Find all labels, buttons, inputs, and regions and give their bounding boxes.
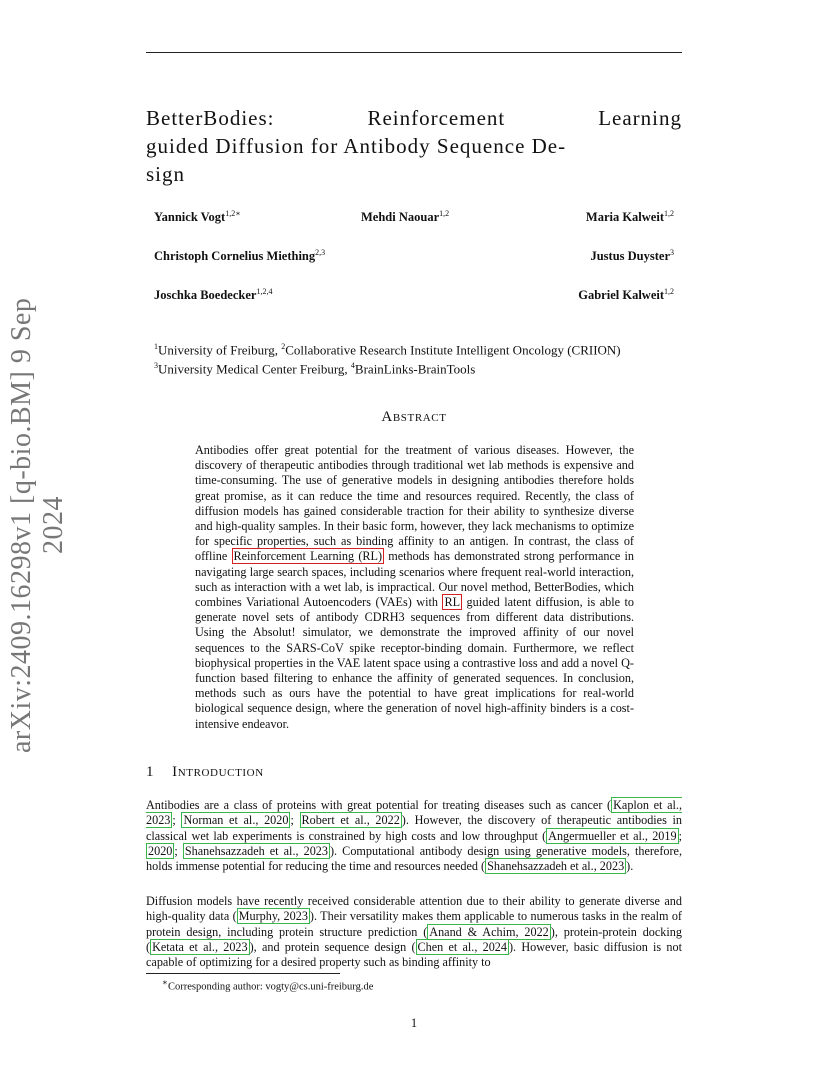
intro-paragraph-2	[146, 894, 682, 970]
arxiv-identifier: arXiv:2409.16298v1 [q-bio.BM] 9 Sep 2024	[6, 297, 69, 753]
author: Mehdi Naouar$^{1,2}$	[361, 209, 450, 225]
section-heading: 1 Introduction	[146, 764, 264, 780]
title-word: Learning	[598, 106, 682, 130]
intro-paragraph-1	[146, 798, 682, 874]
citation-link[interactable]: Kaplon et al., 2023	[146, 798, 682, 828]
paragraph-text: ;	[290, 813, 300, 828]
affiliations	[154, 339, 674, 378]
paragraph-text: Antibodies are a class of proteins with great potential for treating diseases such as cancer (	[146, 798, 612, 812]
paper-title	[146, 104, 682, 188]
footnote-rule	[146, 973, 340, 974]
paragraph-text: ), and protein sequence design (	[249, 939, 416, 954]
paragraph-text: ;	[678, 828, 682, 843]
paragraph-text: Diffusion models have recently received considerable attention due to their ability to generate diverse and high-quality data (	[146, 894, 682, 924]
paragraph-text: ;	[174, 843, 183, 858]
paragraph-text: ). Computational antibody design using generative models, therefore, holds immense potential for reducing the time and resources needed (	[146, 843, 682, 874]
paragraph-text: ;	[172, 813, 182, 828]
citation-link[interactable]: Angermueller et al., 2019	[548, 828, 677, 843]
footnote: ∗Corresponding author: vogty@cs.uni-freiburg.de	[162, 977, 374, 993]
citation-link[interactable]: Shanehsazzadeh et al., 2023	[487, 859, 625, 874]
paragraph-text: ).	[626, 859, 634, 874]
author: Christoph Cornelius Miething$^{2,3}$	[154, 248, 326, 264]
citation-link[interactable]: Anand & Achim, 2022	[429, 924, 549, 939]
citation-link[interactable]: Chen et al., 2024	[417, 939, 507, 954]
title-line: guided Diffusion for Antibody Sequence De-	[146, 134, 567, 158]
paragraph-text: ). However, basic diffusion is not capable of optimizing for a desired property such as binding affinity to	[146, 939, 682, 970]
author: Maria Kalweit$^{1,2}$	[585, 209, 674, 225]
acronym-link-rl[interactable]: Reinforcement Learning (RL)	[233, 549, 383, 564]
citation-link[interactable]: Ketata et al., 2023	[152, 939, 248, 954]
author: Justus Duyster$^3$	[590, 248, 674, 264]
author: Yannick Vogt$^{1,2∗}$	[154, 209, 241, 225]
page-number: 1	[410, 1016, 418, 1030]
paragraph-text: ). Their versatility makes them applicable to numerous tasks in the realm of protein design, including protein structure prediction (	[146, 909, 682, 939]
title-word: Reinforcement	[367, 106, 506, 130]
paragraph-text: ). However, the discovery of therapeutic antibodies in classical wet lab experiments is constrained by high costs and low throughput (	[146, 813, 682, 843]
abstract-text: Antibodies offer great potential for the treatment of various diseases. However, the discovery of therapeutic antibodies through traditional wet lab methods is expensive and time-consuming. The use of generative models in designing antibodies therefore holds great promise, as it can reduce the time and resources required. Recently, the class of diffusion models has gained considerable traction for their ability to synthesize diverse and high-quality samples. In their basic form, however, they lack mechanisms to optimize for specific properties, such as binding affinity to an antigen. In contrast, the class of offline Reinforcement Learning (RL) methods has demonstrated strong performance in navigating large search spaces, including scenarios where frequent real-world interaction, such as interaction with a wet lab, is impractical. Our novel method, BetterBodies, which combines Variational Autoencoders (VAEs) with RL guided latent diffusion, is able to generate novel sets of antibody CDRH3 sequences from different data distributions. Using the Absolut! simulator, we demonstrate the improved affinity of our novel sequences to the SARS-CoV spike receptor-binding domain. Furthermore, we reflect biophysical properties in the VAE latent space using a contrastive loss and add a novel Q-function based filtering to enhance the affinity of generated sequences. In conclusion, methods such as ours have the potential to have great implications for real-world biological sequence design, where the generation of novel high-affinity binders is a cost-intensive endeavor.	[195, 443, 635, 731]
citation-link[interactable]: Robert et al., 2022	[301, 813, 400, 828]
citation-link[interactable]: Shanehsazzadeh et al., 2023	[184, 843, 328, 858]
acronym-link-rl[interactable]: RL	[444, 595, 461, 610]
affiliation-line: $^3$University Medical Center Freiburg, $^4$BrainLinks-BrainTools	[154, 361, 476, 377]
author: Gabriel Kalweit$^{1,2}$	[578, 287, 674, 303]
top-rule	[146, 52, 682, 53]
citation-link[interactable]: Norman et al., 2020	[183, 813, 289, 828]
title-line: sign	[146, 162, 186, 186]
citation-link[interactable]: 2020	[148, 843, 173, 858]
affiliation-line: $^1$University of Freiburg, $^2$Collaborative Research Institute Intelligent Oncology (CRIION)	[154, 342, 621, 358]
abstract-heading: Abstract	[381, 409, 447, 425]
author: Joschka Boedecker$^{1,2,4}$	[154, 287, 273, 303]
citation-link[interactable]: Murphy, 2023	[238, 909, 308, 924]
paragraph-text: ), protein-protein docking (	[146, 924, 682, 954]
title-word: BetterBodies:	[146, 106, 275, 130]
